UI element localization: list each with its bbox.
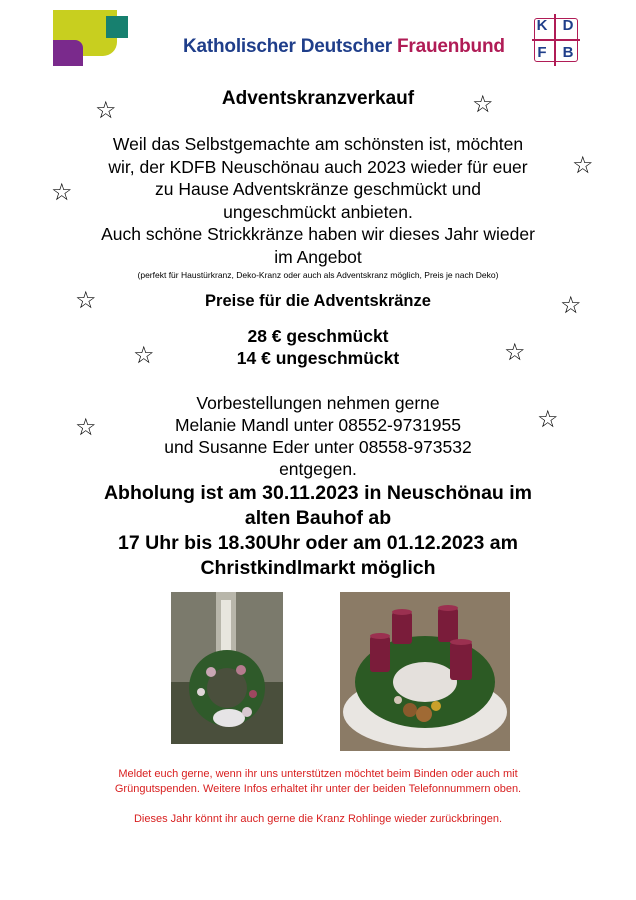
pickup-line: 17 Uhr bis 18.30Uhr oder am 01.12.2023 am	[118, 532, 518, 554]
star-icon: ☆	[537, 405, 559, 433]
org-name	[183, 36, 505, 58]
price-undecorated: 14 € ungeschmückt	[236, 348, 400, 368]
emblem-letter-d: D	[562, 17, 574, 34]
knitted-wreath-photo	[171, 592, 283, 744]
return-note: Dieses Jahr könnt ihr auch gerne die Kranz Rohlinge wieder zurückbringen.	[133, 813, 503, 825]
logo-teal-shape	[106, 16, 128, 38]
star-icon: ☆	[572, 151, 594, 179]
small-note: (perfekt für Haustürkranz, Deko-Kranz oder auch als Adventskranz möglich, Preis je nach Deko)	[137, 270, 499, 280]
org-name-part1: Katholischer Deutscher	[183, 36, 392, 57]
star-icon: ☆	[95, 96, 117, 124]
order-info	[0, 392, 636, 480]
order-line: und Susanne Eder unter 08558-973532	[164, 437, 472, 457]
pickup-line: Abholung ist am 30.11.2023 in Neuschönau im	[103, 482, 533, 504]
org-name-part2: Frauenbund	[396, 36, 505, 57]
pickup-line: Christkindlmarkt möglich	[200, 557, 436, 579]
star-icon: ☆	[75, 286, 97, 314]
order-line: Vorbestellungen nehmen gerne	[196, 393, 440, 413]
pickup-line: alten Bauhof ab	[244, 507, 392, 529]
prices-title: Preise für die Adventskränze	[205, 292, 431, 310]
intro-line: im Angebot	[274, 246, 362, 267]
order-line: Melanie Mandl unter 08552-9731955	[174, 415, 462, 435]
kdfb-emblem	[530, 14, 582, 66]
star-icon: ☆	[51, 178, 73, 206]
note-line: Grüngutspenden. Weitere Infos erhaltet ihr unter der beiden Telefonnummern oben.	[114, 783, 522, 795]
emblem-letter-b: B	[562, 44, 574, 61]
prices-list	[0, 325, 636, 369]
emblem-letter-f: F	[537, 44, 547, 61]
star-icon: ☆	[75, 413, 97, 441]
emblem-letter-k: K	[536, 17, 548, 34]
support-note	[0, 767, 636, 797]
star-icon: ☆	[472, 90, 494, 118]
star-icon: ☆	[560, 291, 582, 319]
star-icon: ☆	[504, 338, 526, 366]
page-title: Adventskranzverkauf	[221, 88, 415, 109]
intro-line: zu Hause Adventskränze geschmückt und	[155, 179, 481, 199]
advent-wreath-photo	[340, 592, 510, 751]
note-line: Meldet euch gerne, wenn ihr uns unterstützen möchtet beim Binden oder auch mit	[118, 768, 518, 780]
intro-line: Auch schöne Strickkränze haben wir dieses Jahr wieder	[101, 224, 535, 244]
intro-line: Weil das Selbstgemachte am schönsten ist, möchten	[112, 134, 524, 154]
intro-text	[0, 133, 636, 268]
price-decorated: 28 € geschmückt	[247, 326, 389, 346]
intro-line: ungeschmückt anbieten.	[223, 201, 413, 222]
intro-line: wir, der KDFB Neuschönau auch 2023 wieder für euer	[108, 156, 528, 177]
star-icon: ☆	[133, 341, 155, 369]
order-line: entgegen.	[279, 459, 357, 479]
pickup-info	[0, 481, 636, 581]
logo-purple-shape	[53, 40, 83, 66]
